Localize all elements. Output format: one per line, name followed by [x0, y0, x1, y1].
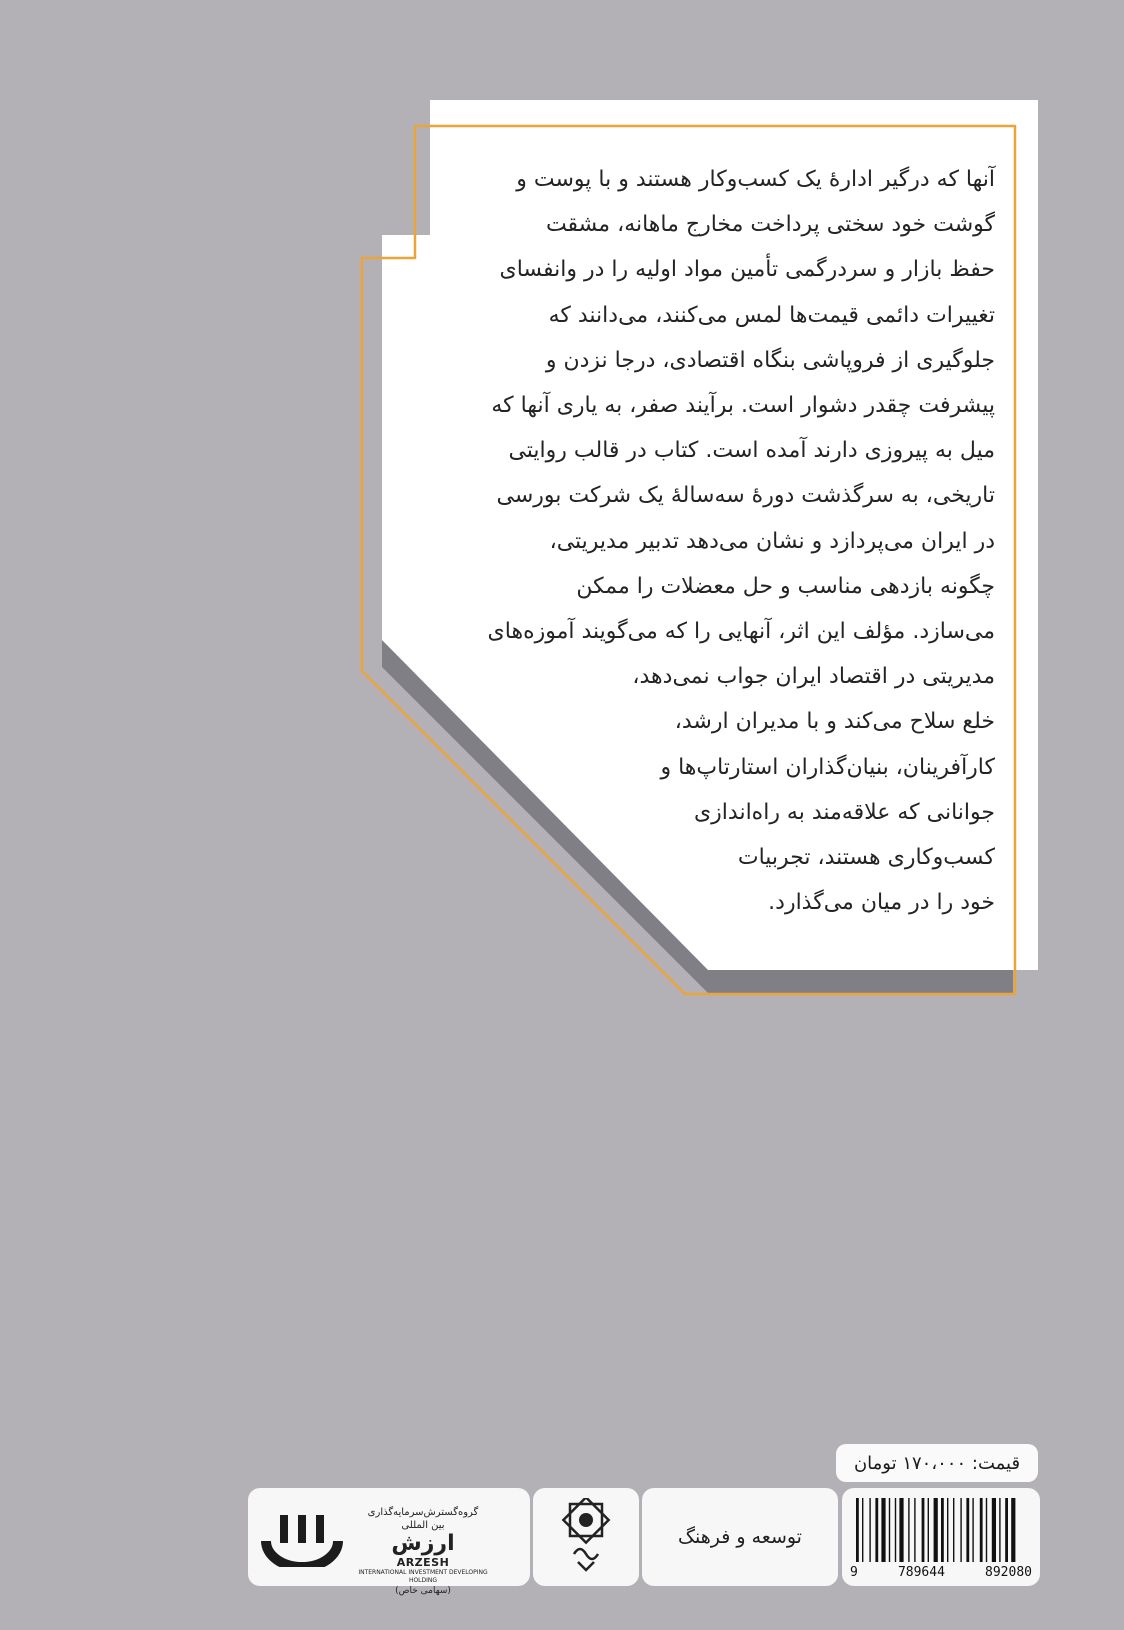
- blurb-line: جلوگیری از فروپاشی بنگاه اقتصادی، درجا نزدن و: [545, 347, 995, 373]
- barcode-bar: [960, 1498, 961, 1562]
- price-label: [836, 1444, 1038, 1482]
- blurb-line: تغییرات دائمی قیمت‌ها لمس می‌کنند، می‌دانند که: [548, 302, 995, 328]
- barcode-bar: [966, 1498, 969, 1562]
- barcode-bar: [986, 1498, 987, 1562]
- barcode-bar: [895, 1498, 896, 1562]
- barcode-bar: [992, 1498, 996, 1562]
- barcode-bar: [980, 1498, 983, 1562]
- blurb-line: مدیریتی در اقتصاد ایران جواب نمی‌دهد،: [632, 664, 995, 690]
- publisher-seal-icon: [556, 1498, 616, 1576]
- blurb-line: جوانانی که علاقه‌مند به راه‌اندازی: [693, 799, 995, 825]
- arzesh-name-en: ARZESH: [396, 1556, 450, 1569]
- barcode-bar: [869, 1498, 870, 1562]
- barcode-digit-group: 789644: [897, 1565, 945, 1580]
- seal-card: [533, 1488, 639, 1586]
- blurb-line: می‌سازد. مؤلف این اثر، آنهایی را که می‌گویند آموزه‌های: [487, 619, 995, 645]
- back-cover-blurb: [420, 157, 995, 925]
- arzesh-intl-line: بین المللی: [401, 1520, 445, 1531]
- barcode-bar: [1005, 1498, 1008, 1562]
- barcode-bar: [953, 1498, 954, 1562]
- blurb-line: حفظ بازار و سردرگمی تأمین مواد اولیه را در وانفسای: [499, 257, 995, 283]
- barcode-bar: [899, 1498, 903, 1562]
- barcode-digit-group: 892080: [985, 1565, 1032, 1580]
- barcode-card: [842, 1488, 1040, 1586]
- barcode-bar: [999, 1498, 1000, 1562]
- blurb-line: در ایران می‌پردازد و نشان می‌دهد تدبیر مدیریتی،: [549, 528, 995, 554]
- publisher-card: [642, 1488, 838, 1586]
- arzesh-share-type: (سهامی خاص): [395, 1586, 451, 1596]
- arzesh-card: [248, 1488, 530, 1596]
- blurb-line: گوشت خود سختی پرداخت مخارج ماهانه، مشقت: [545, 212, 995, 238]
- arzesh-subtitle-en: INTERNATIONAL INVESTMENT DEVELOPING HOLDING: [358, 1569, 488, 1584]
- arzesh-logo-icon: [260, 1507, 344, 1567]
- barcode-bar: [881, 1498, 885, 1562]
- barcode-bar: [972, 1498, 973, 1562]
- barcode-bar: [875, 1498, 878, 1562]
- blurb-line: تاریخی، به سرگذشت دورهٔ سه‌سالهٔ یک شرکت بورسی: [496, 483, 995, 509]
- publisher-name: توسعه و فرهنگ: [678, 1526, 802, 1548]
- blurb-line: خلع سلاح می‌کند و با مدیران ارشد،: [674, 709, 995, 735]
- barcode-bar: [922, 1498, 925, 1562]
- barcode-bar: [908, 1498, 909, 1562]
- barcode-bar: [947, 1498, 948, 1562]
- blurb-line: کارآفرینان، بنیان‌گذاران استارتاپ‌ها و: [660, 754, 995, 780]
- barcode-bar: [1011, 1498, 1015, 1562]
- barcode-bar: [862, 1498, 863, 1562]
- blurb-line: چگونه بازدهی مناسب و حل معضلات را ممکن: [576, 573, 995, 599]
- arzesh-name-fa: ارزش: [391, 1531, 455, 1556]
- arzesh-wordmark: [348, 1506, 498, 1597]
- blurb-line: کسب‌وکاری هستند، تجربیات: [737, 845, 995, 871]
- barcode-number: [850, 1565, 1032, 1580]
- barcode-bar: [928, 1498, 929, 1562]
- price-text: قیمت: ۱۷۰،۰۰۰ تومان: [853, 1452, 1021, 1474]
- barcode-bar: [889, 1498, 890, 1562]
- barcode-bar: [914, 1498, 915, 1562]
- arzesh-group-line: گروه‌گسترش‌سرمایه‌گذاری: [367, 1507, 479, 1518]
- barcode-icon: [850, 1498, 1032, 1562]
- barcode-digit-group: 9: [850, 1565, 858, 1580]
- barcode-bar: [941, 1498, 944, 1562]
- barcode-bar: [934, 1498, 938, 1562]
- blurb-line: میل به پیروزی دارند آمده است. کتاب در قالب روایتی: [508, 438, 995, 464]
- blurb-line: خود را در میان می‌گذارد.: [768, 890, 995, 916]
- barcode-bar: [856, 1498, 859, 1562]
- blurb-line: آنها که درگیر ادارهٔ یک کسب‌وکار هستند و با پوست و: [516, 167, 995, 192]
- blurb-line: پیشرفت چقدر دشوار است. برآیند صفر، به یاری آنها که: [491, 393, 995, 419]
